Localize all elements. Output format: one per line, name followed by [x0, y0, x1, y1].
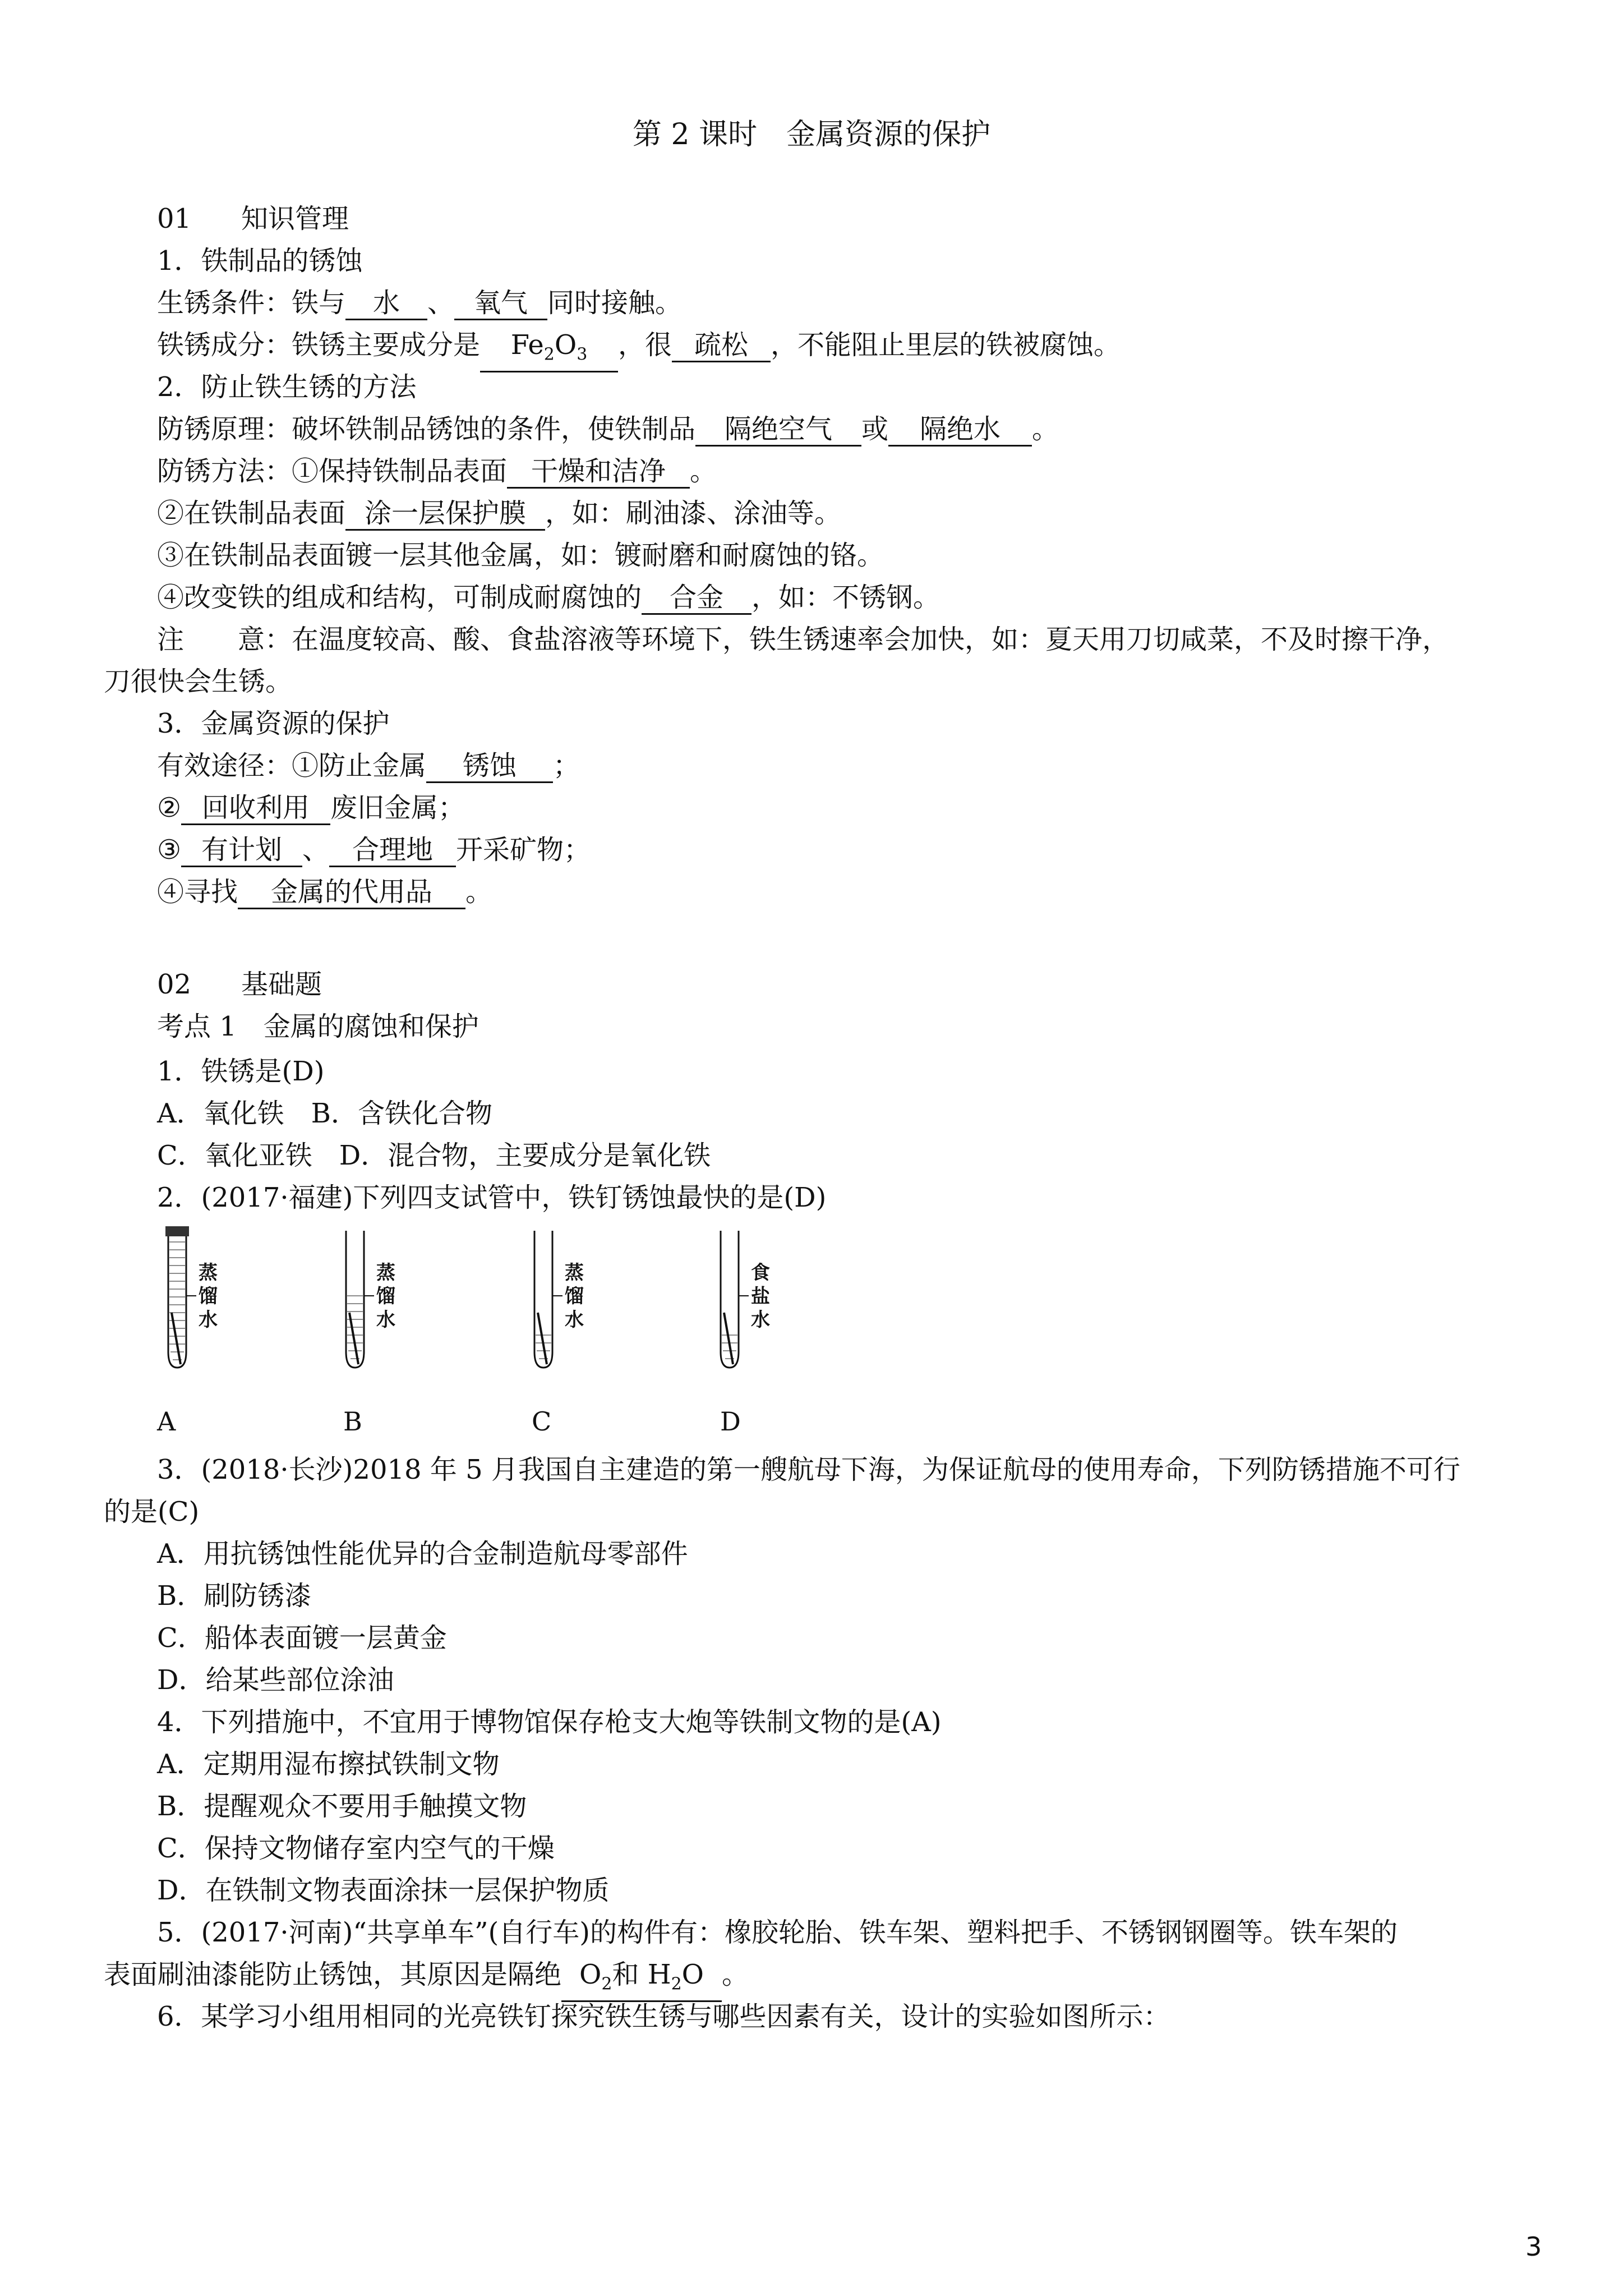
answer-blank: 金属的代用品: [238, 876, 465, 909]
tube-a-liquid-char: 水: [199, 1309, 218, 1331]
q3-option-b: B．刷防锈漆: [157, 1580, 312, 1612]
k3-way-1: 有效途径：①防止金属 锈蚀 ；: [157, 749, 580, 783]
tube-d-liquid-char: 水: [751, 1309, 770, 1331]
q4-stem: 4．下列措施中，不宜用于博物馆保存枪支大炮等铁制文物的是(A): [157, 1706, 942, 1738]
test-tube-a: [165, 1226, 196, 1368]
tube-b-liquid-char: 馏: [376, 1285, 395, 1308]
tube-d-liquid-char: 食: [751, 1262, 770, 1284]
q3-option-a: A．用抗锈蚀性能优异的合金制造航母零部件: [157, 1538, 688, 1570]
tube-c-liquid-char: 水: [565, 1309, 584, 1331]
answer-blank: 涂一层保护膜: [345, 498, 545, 531]
page-title: 第 2 课时 金属资源的保护: [632, 118, 991, 151]
tube-d-liquid-char: 盐: [751, 1285, 770, 1308]
answer-blank: 锈蚀: [426, 750, 553, 783]
tube-letter-a: A: [157, 1406, 176, 1437]
q3-option-d: D．给某些部位涂油: [157, 1664, 394, 1696]
section-number: 01: [157, 203, 192, 234]
page-number: 3: [1525, 2231, 1542, 2262]
q1-options-ab: A．氧化铁 B．含铁化合物: [157, 1098, 492, 1129]
test-tube-d: [721, 1231, 749, 1368]
k2-method-1: 防锈方法：①保持铁制品表面 干燥和洁净 。: [157, 454, 717, 489]
kaodian-1: 考点 1 金属的腐蚀和保护: [157, 1011, 479, 1042]
k3-way-4: ④寻找 金属的代用品 。: [157, 875, 492, 909]
k1-heading: 1．铁制品的锈蚀: [157, 245, 363, 277]
q3-stem-line-1: 3．(2018·长沙)2018 年 5 月我国自主建造的第一艘航母下海，为保证航母的使用寿命，下列防锈措施不可行: [157, 1454, 1460, 1485]
answer-blank: 水: [345, 287, 427, 320]
answer-blank: $Fe_2O_3$: [480, 329, 618, 372]
k1-rust-composition: 铁锈成分：铁锈主要成分是 $Fe_2O_3$ ，很 疏松 ，不能阻止里层的铁被腐蚀。: [157, 328, 1121, 372]
tube-c-liquid-char: 蒸: [565, 1262, 584, 1284]
q3-option-c: C．船体表面镀一层黄金: [157, 1622, 447, 1654]
tube-letter-d: D: [720, 1406, 741, 1437]
test-tube-c: [534, 1231, 562, 1368]
section-header-knowledge: [157, 202, 349, 236]
q4-option-c: C．保持文物储存室内空气的干燥: [157, 1833, 555, 1864]
k2-principle: 防锈原理：破坏铁制品锈蚀的条件，使铁制品 隔绝空气 或 隔绝水 。: [157, 412, 1059, 447]
answer-blank: 隔绝水: [888, 413, 1032, 447]
tube-b-liquid-char: 蒸: [376, 1262, 395, 1284]
k2-method-2: ②在铁制品表面 涂一层保护膜 ，如：刷油漆、涂油等。: [157, 496, 841, 531]
answer-blank: 干燥和洁净: [507, 455, 690, 489]
tube-c-liquid-char: 馏: [565, 1285, 584, 1308]
tube-letter-c: C: [532, 1406, 552, 1437]
answer-blank: 合金: [642, 582, 751, 615]
answer-blank: 有计划: [181, 834, 302, 867]
k3-heading: 3．金属资源的保护: [157, 708, 390, 739]
tube-a-liquid-char: 蒸: [199, 1262, 218, 1284]
q5-stem-line-1: 5．(2017·河南)“共享单车”(自行车)的构件有：橡胶轮胎、铁车架、塑料把手、不锈钢钢圈等。铁车架的: [157, 1917, 1398, 1948]
answer-blank: $O_2$和 $H_2O$: [561, 1959, 722, 2002]
k1-rust-condition: 生锈条件：铁与 水 、 氧气 同时接触。: [157, 286, 682, 320]
q2-stem: 2．(2017·福建)下列四支试管中，铁钉锈蚀最快的是(D): [157, 1182, 827, 1213]
q6-stem: 6．某学习小组用相同的光亮铁钉探究铁生锈与哪些因素有关，设计的实验如图所示：: [157, 2001, 1170, 2032]
answer-blank: 合理地: [329, 834, 456, 867]
section-header-basic: [157, 968, 322, 1001]
q4-option-b: B．提醒观众不要用手触摸文物: [157, 1791, 527, 1822]
answer-blank: 疏松: [672, 329, 771, 362]
k3-way-2: ② 回收利用 废旧金属；: [157, 791, 465, 825]
q1-options-cd: C．氧化亚铁 D．混合物，主要成分是氧化铁: [157, 1140, 711, 1171]
k2-note-line-1: 注 意：在温度较高、酸、食盐溶液等环境下，铁生锈速率会加快，如：夏天用刀切咸菜，不及时擦干净，: [157, 624, 1450, 655]
test-tube-b: [346, 1231, 374, 1368]
k2-note-line-2: 刀很快会生锈。: [104, 666, 293, 697]
q3-stem-line-2: 的是(C): [104, 1496, 200, 1527]
q1-stem: 1．铁锈是(D): [157, 1056, 325, 1087]
answer-blank: 氧气: [454, 287, 547, 320]
section-label: 知识管理: [241, 203, 349, 234]
k2-heading: 2．防止铁生锈的方法: [157, 371, 417, 403]
q4-option-d: D．在铁制文物表面涂抹一层保护物质: [157, 1875, 610, 1906]
tube-a-liquid-char: 馏: [199, 1285, 218, 1308]
k2-method-3: ③在铁制品表面镀一层其他金属，如：镀耐磨和耐腐蚀的铬。: [157, 540, 884, 571]
answer-blank: 回收利用: [181, 792, 330, 825]
q4-option-a: A．定期用湿布擦拭铁制文物: [157, 1749, 500, 1780]
tube-b-liquid-char: 水: [376, 1309, 395, 1331]
k3-way-3: ③ 有计划 、 合理地 开采矿物；: [157, 833, 591, 867]
tube-letter-b: B: [343, 1406, 362, 1437]
k2-method-4: ④改变铁的组成和结构，可制成耐腐蚀的 合金 ，如：不锈钢。: [157, 581, 940, 615]
section-label: 基础题: [241, 969, 322, 1000]
section-number: 02: [157, 969, 192, 1000]
q5-stem-line-2: 表面刷油漆能防止锈蚀，其原因是隔绝 $O_2$和 $H_2O$ 。: [104, 1958, 749, 2002]
answer-blank: 隔绝空气: [695, 413, 861, 447]
